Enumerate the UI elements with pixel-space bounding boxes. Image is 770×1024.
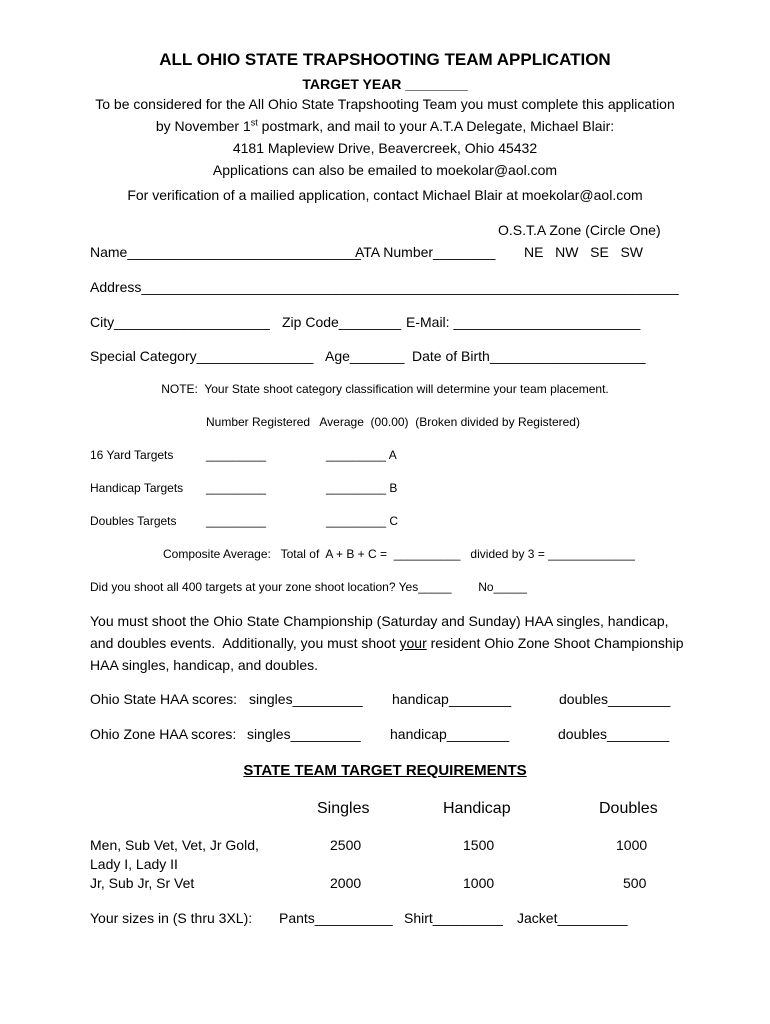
composite-average[interactable]: Composite Average: Total of A + B + C = __________ divided by 3 = _____________ (163, 547, 635, 561)
row-label-handicap: Handicap Targets (90, 481, 184, 495)
intro-line-2: by November 1st postmark, and mail to your A.T.A Delegate, Michael Blair: (155, 117, 615, 134)
zone-label: O.S.T.A Zone (Circle One) (498, 222, 661, 238)
date-of-birth-field[interactable]: Date of Birth____________________ (412, 348, 646, 364)
state-doubles-field[interactable]: doubles________ (559, 691, 671, 707)
row2-doubles: 500 (623, 875, 647, 891)
row2-singles: 2000 (330, 875, 362, 891)
sizes-label: Your sizes in (S thru 3XL): (90, 910, 253, 926)
average-c-field[interactable]: _________ C (326, 514, 399, 528)
requirements-title: STATE TEAM TARGET REQUIREMENTS (243, 762, 527, 779)
requirement-line-1: You must shoot the Ohio State Championship (Saturday and Sunday) HAA singles, handicap, (90, 613, 669, 629)
email-instructions: Applications can also be emailed to moekolar@aol.com (212, 162, 558, 178)
number-handicap-field[interactable]: _________ (206, 481, 267, 495)
target-year: TARGET YEAR ________ (302, 76, 468, 92)
average-a-field[interactable]: _________ A (326, 448, 397, 462)
zone-scores-label: Ohio Zone HAA scores: (90, 726, 237, 742)
state-handicap-field[interactable]: handicap________ (392, 691, 512, 707)
age-field[interactable]: Age_______ (325, 348, 405, 364)
number-16-yard-field[interactable]: _________ (206, 448, 267, 462)
jacket-size-field[interactable]: Jacket_________ (517, 910, 628, 926)
state-scores-label: Ohio State HAA scores: (90, 691, 238, 707)
zone-options[interactable]: NE NW SE SW (524, 244, 644, 260)
ata-number-field[interactable]: ATA Number________ (355, 244, 496, 260)
city-field[interactable]: City____________________ (90, 314, 270, 330)
header-handicap: Handicap (443, 800, 511, 817)
zone-singles-field[interactable]: singles_________ (247, 726, 361, 742)
header-singles: Singles (317, 800, 370, 817)
page-title: ALL OHIO STATE TRAPSHOOTING TEAM APPLICATION (159, 50, 611, 69)
row-label-16-yard: 16 Yard Targets (90, 448, 174, 462)
mailing-address: 4181 Mapleview Drive, Beavercreek, Ohio 45432 (232, 140, 538, 156)
header-doubles: Doubles (599, 800, 658, 817)
requirement-line-3: HAA singles, handicap, and doubles. (90, 657, 319, 673)
email-field[interactable]: E-Mail: ________________________ (406, 314, 641, 330)
row1-handicap: 1500 (463, 837, 495, 853)
state-singles-field[interactable]: singles_________ (249, 691, 363, 707)
average-b-field[interactable]: _________ B (326, 481, 398, 495)
row2-label: Jr, Sub Jr, Sr Vet (90, 875, 195, 891)
requirement-line-2: and doubles events. Additionally, you must shoot your resident Ohio Zone Shoot Championship (90, 635, 684, 651)
zone-handicap-field[interactable]: handicap________ (390, 726, 510, 742)
row1-doubles: 1000 (616, 837, 648, 853)
name-field[interactable]: Name______________________________ (90, 244, 361, 260)
row1-singles: 2500 (330, 837, 362, 853)
special-category-field[interactable]: Special Category_______________ (90, 348, 314, 364)
number-doubles-field[interactable]: _________ (206, 514, 267, 528)
intro-line-1: To be considered for the All Ohio State Trapshooting Team you must complete this application (95, 96, 675, 112)
pants-size-field[interactable]: Pants__________ (279, 910, 393, 926)
zip-field[interactable]: Zip Code________ (282, 314, 402, 330)
zone-doubles-field[interactable]: doubles________ (558, 726, 670, 742)
verification-line: For verification of a mailied application, contact Michael Blair at moekolar@aol.com (127, 187, 643, 203)
row1-label-b: Lady I, Lady II (90, 856, 178, 872)
row1-label-a: Men, Sub Vet, Vet, Jr Gold, (90, 837, 259, 853)
classification-note: NOTE: Your State shoot category classification will determine your team placement. (161, 382, 609, 396)
row-label-doubles: Doubles Targets (90, 514, 177, 528)
row2-handicap: 1000 (463, 875, 495, 891)
targets-header: Number Registered Average (00.00) (Broken divided by Registered) (206, 415, 580, 429)
address-field[interactable]: Address_____________________________________________________________________ (90, 279, 679, 295)
shirt-size-field[interactable]: Shirt_________ (404, 910, 503, 926)
zone-shoot-question[interactable]: Did you shoot all 400 targets at your zone shoot location? Yes_____ No_____ (90, 580, 527, 594)
